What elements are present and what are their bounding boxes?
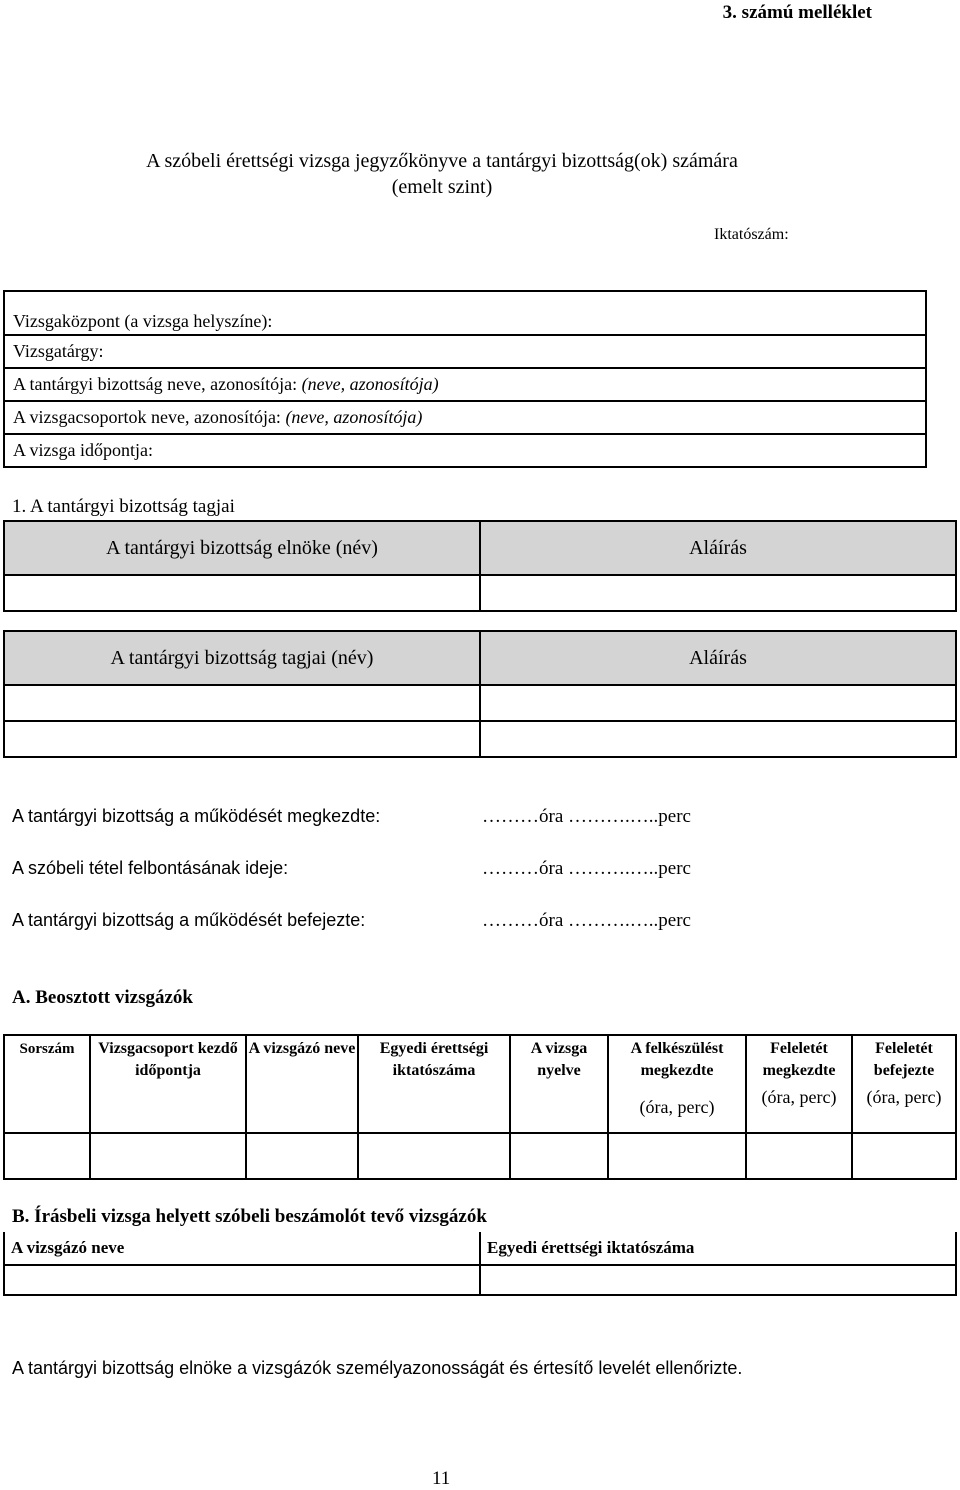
oral-candidates-table bbox=[3, 1232, 957, 1296]
answer-start-cell[interactable] bbox=[746, 1133, 852, 1179]
answer-end-unit: (óra, perc) bbox=[866, 1087, 942, 1107]
prep-start-label: A felkészülést megkezdte bbox=[630, 1040, 724, 1079]
group-start-cell[interactable] bbox=[90, 1133, 246, 1179]
candidate-name-cell[interactable] bbox=[246, 1133, 358, 1179]
oral-name-cell[interactable] bbox=[4, 1265, 480, 1295]
section-1-heading: 1. A tantárgyi bizottság tagjai bbox=[12, 496, 235, 517]
col-group-start-header: Vizsgacsoport kezdő időpontja bbox=[90, 1035, 246, 1133]
exam-center-field[interactable]: Vizsgaközpont (a vizsga helyszíne): bbox=[4, 291, 926, 335]
prep-start-cell[interactable] bbox=[608, 1133, 746, 1179]
oral-name-header: A vizsgázó neve bbox=[4, 1232, 480, 1265]
section-b-heading: B. Írásbeli vizsga helyett szóbeli beszámolót tevő vizsgázók bbox=[12, 1206, 487, 1227]
answer-start-label: Feleletét megkezdte bbox=[762, 1040, 836, 1079]
registration-number-label: Iktatószám: bbox=[714, 226, 789, 243]
col-prep-start-header bbox=[608, 1035, 746, 1133]
exam-subject-field[interactable]: Vizsgatárgy: bbox=[4, 335, 926, 368]
col-candidate-name-header: A vizsgázó neve bbox=[246, 1035, 358, 1133]
open-time-label: A szóbeli tétel felbontásának ideje: bbox=[12, 858, 289, 878]
committee-hint: (neve, azonosítója) bbox=[301, 374, 439, 394]
groups-field[interactable] bbox=[4, 401, 926, 434]
serial-cell[interactable] bbox=[4, 1133, 90, 1179]
groups-label: A vizsgacsoportok neve, azonosítója: bbox=[13, 407, 281, 427]
member-name-cell[interactable] bbox=[4, 721, 480, 757]
member-name-cell[interactable] bbox=[4, 685, 480, 721]
members-table bbox=[3, 630, 957, 758]
title-line-1: A szóbeli érettségi vizsga jegyzőkönyve a tantárgyi bizottság(ok) számára bbox=[146, 150, 738, 172]
exam-date-field[interactable]: A vizsga időpontja: bbox=[4, 434, 926, 467]
chair-signature-cell[interactable] bbox=[480, 575, 956, 611]
answer-end-cell[interactable] bbox=[852, 1133, 956, 1179]
col-serial-header: Sorszám bbox=[4, 1035, 90, 1133]
title-line-2: (emelt szint) bbox=[391, 176, 493, 198]
candidate-id-cell[interactable] bbox=[358, 1133, 510, 1179]
chair-table bbox=[3, 520, 957, 612]
language-cell[interactable] bbox=[510, 1133, 608, 1179]
document-title bbox=[0, 148, 884, 200]
end-time-label: A tantárgyi bizottság a működését befejezte: bbox=[12, 910, 366, 930]
candidates-table bbox=[3, 1034, 957, 1180]
col-language-header: A vizsga nyelve bbox=[510, 1035, 608, 1133]
page-number: 11 bbox=[432, 1468, 451, 1489]
chair-name-cell[interactable] bbox=[4, 575, 480, 611]
start-time-label: A tantárgyi bizottság a működését megkezdte: bbox=[12, 806, 381, 826]
prep-start-unit: (óra, perc) bbox=[639, 1097, 715, 1117]
answer-end-label: Feleletét befejezte bbox=[873, 1040, 935, 1079]
answer-start-unit: (óra, perc) bbox=[761, 1087, 837, 1107]
chair-signature-header: Aláírás bbox=[480, 521, 956, 575]
open-time-value[interactable]: ………óra ……….…..perc bbox=[482, 858, 691, 879]
committee-field[interactable] bbox=[4, 368, 926, 401]
table-row bbox=[4, 1265, 956, 1295]
start-time-value[interactable]: ………óra ……….…..perc bbox=[482, 806, 691, 827]
col-answer-end-header bbox=[852, 1035, 956, 1133]
member-signature-cell[interactable] bbox=[480, 685, 956, 721]
oral-id-cell[interactable] bbox=[480, 1265, 956, 1295]
table-row bbox=[4, 1133, 956, 1179]
members-signature-header: Aláírás bbox=[480, 631, 956, 685]
annex-label: 3. számú melléklet bbox=[722, 2, 872, 23]
exam-info-table bbox=[3, 290, 927, 468]
end-time-value[interactable]: ………óra ……….…..perc bbox=[482, 910, 691, 931]
oral-id-header: Egyedi érettségi iktatószáma bbox=[480, 1232, 956, 1265]
section-a-heading: A. Beosztott vizsgázók bbox=[12, 987, 193, 1008]
footer-statement: A tantárgyi bizottság elnöke a vizsgázók személyazonosságát és értesítő levelét ellenőrizte. bbox=[12, 1358, 743, 1378]
members-name-header: A tantárgyi bizottság tagjai (név) bbox=[4, 631, 480, 685]
chair-name-header: A tantárgyi bizottság elnöke (név) bbox=[4, 521, 480, 575]
committee-label: A tantárgyi bizottság neve, azonosítója: bbox=[13, 374, 298, 394]
member-signature-cell[interactable] bbox=[480, 721, 956, 757]
groups-hint: (neve, azonosítója) bbox=[285, 407, 423, 427]
col-candidate-id-header: Egyedi érettségi iktatószáma bbox=[358, 1035, 510, 1133]
col-answer-start-header bbox=[746, 1035, 852, 1133]
